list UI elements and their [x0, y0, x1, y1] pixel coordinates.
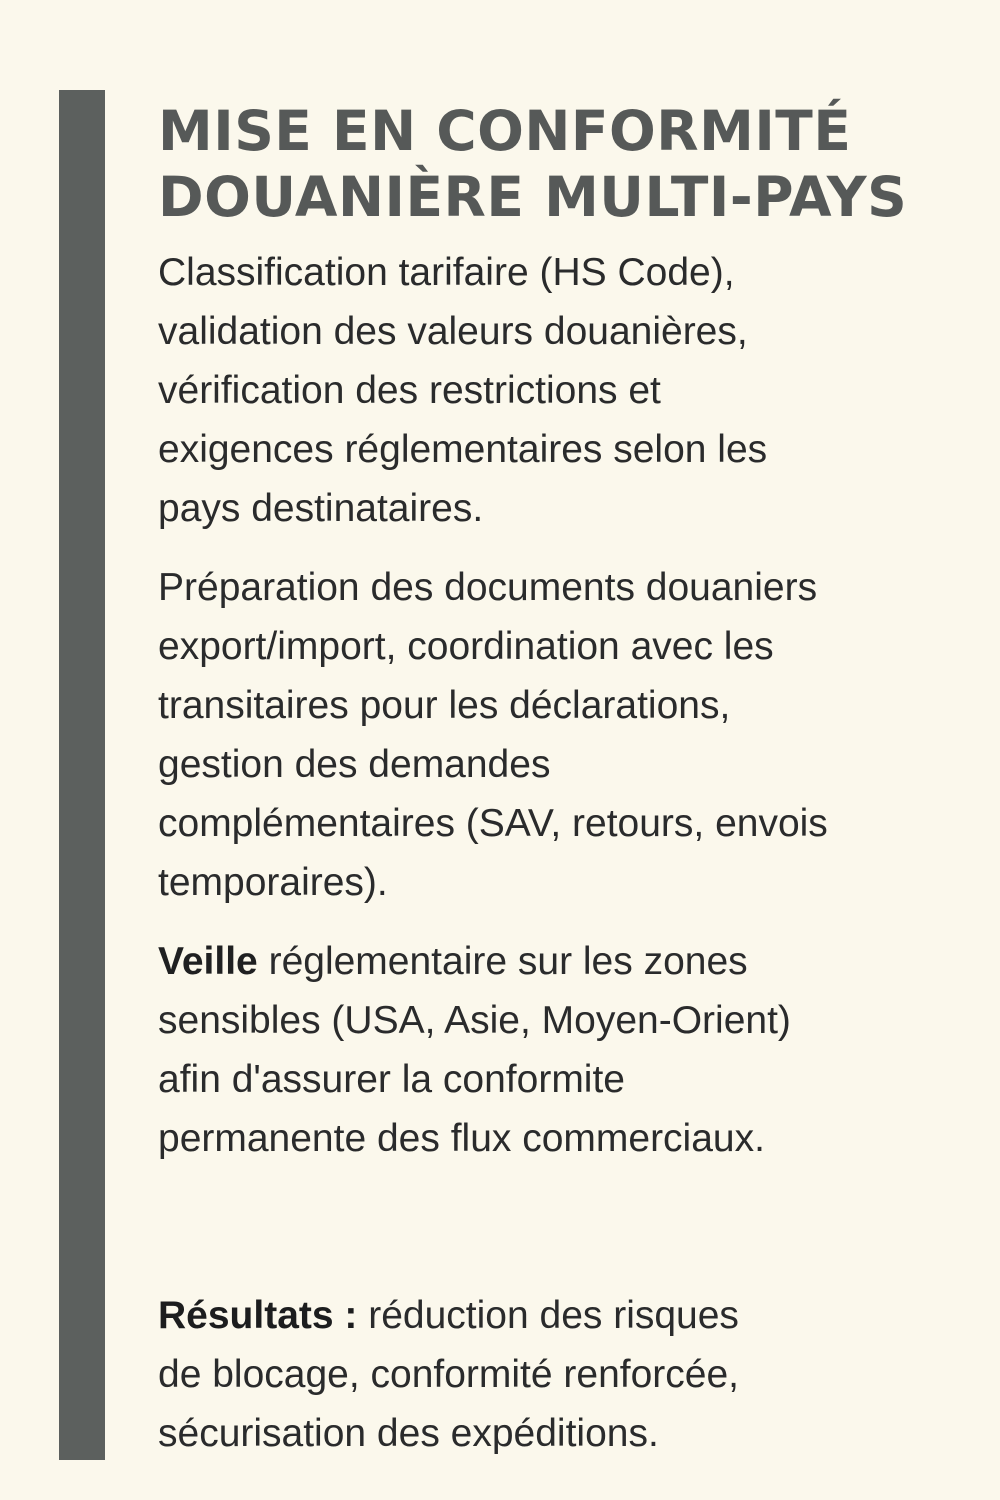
paragraph-line: de blocage, conformité renforcée, — [158, 1353, 740, 1396]
veille-first-line-rest: réglementaire sur les zones — [257, 940, 748, 983]
paragraph-line: sécurisation des expéditions. — [158, 1412, 659, 1455]
paragraph-line: transitaires pour les déclarations, — [158, 684, 731, 727]
results-paragraph — [158, 1286, 958, 1463]
page-title — [158, 98, 958, 230]
paragraph-line: sensibles (USA, Asie, Moyen-Orient) — [158, 999, 791, 1042]
paragraph-line — [158, 1286, 958, 1345]
paragraph-line: gestion des demandes — [158, 743, 551, 786]
veille-lead: Veille — [158, 940, 258, 983]
paragraph-line: Préparation des documents douaniers — [158, 566, 818, 609]
paragraph-line — [158, 932, 958, 991]
paragraph-line: permanente des flux commerciaux. — [158, 1117, 765, 1160]
paragraph-line: temporaires). — [158, 861, 388, 904]
paragraph-line: vérification des restrictions et — [158, 369, 661, 412]
paragraph-line: complémentaires (SAV, retours, envois — [158, 802, 828, 845]
paragraph-line: exigences réglementaires selon les — [158, 428, 768, 471]
paragraph-classification — [158, 243, 958, 538]
results-first-line-rest: réduction des risques — [357, 1294, 739, 1337]
paragraph-line: pays destinataires. — [158, 487, 484, 530]
paragraph-line: afin d'assurer la conformite — [158, 1058, 625, 1101]
paragraph-documents — [158, 558, 958, 912]
paragraph-veille — [158, 932, 958, 1168]
content-block — [158, 98, 958, 1463]
paragraph-line: Classification tarifaire (HS Code), — [158, 251, 735, 294]
title-line-2: DOUANIÈRE MULTI-PAYS — [158, 165, 908, 229]
title-line-1: MISE EN CONFORMITÉ — [158, 99, 852, 163]
results-lead: Résultats : — [158, 1294, 358, 1337]
paragraph-line: export/import, coordination avec les — [158, 625, 774, 668]
accent-bar — [59, 90, 105, 1460]
paragraph-line: validation des valeurs douanières, — [158, 310, 748, 353]
